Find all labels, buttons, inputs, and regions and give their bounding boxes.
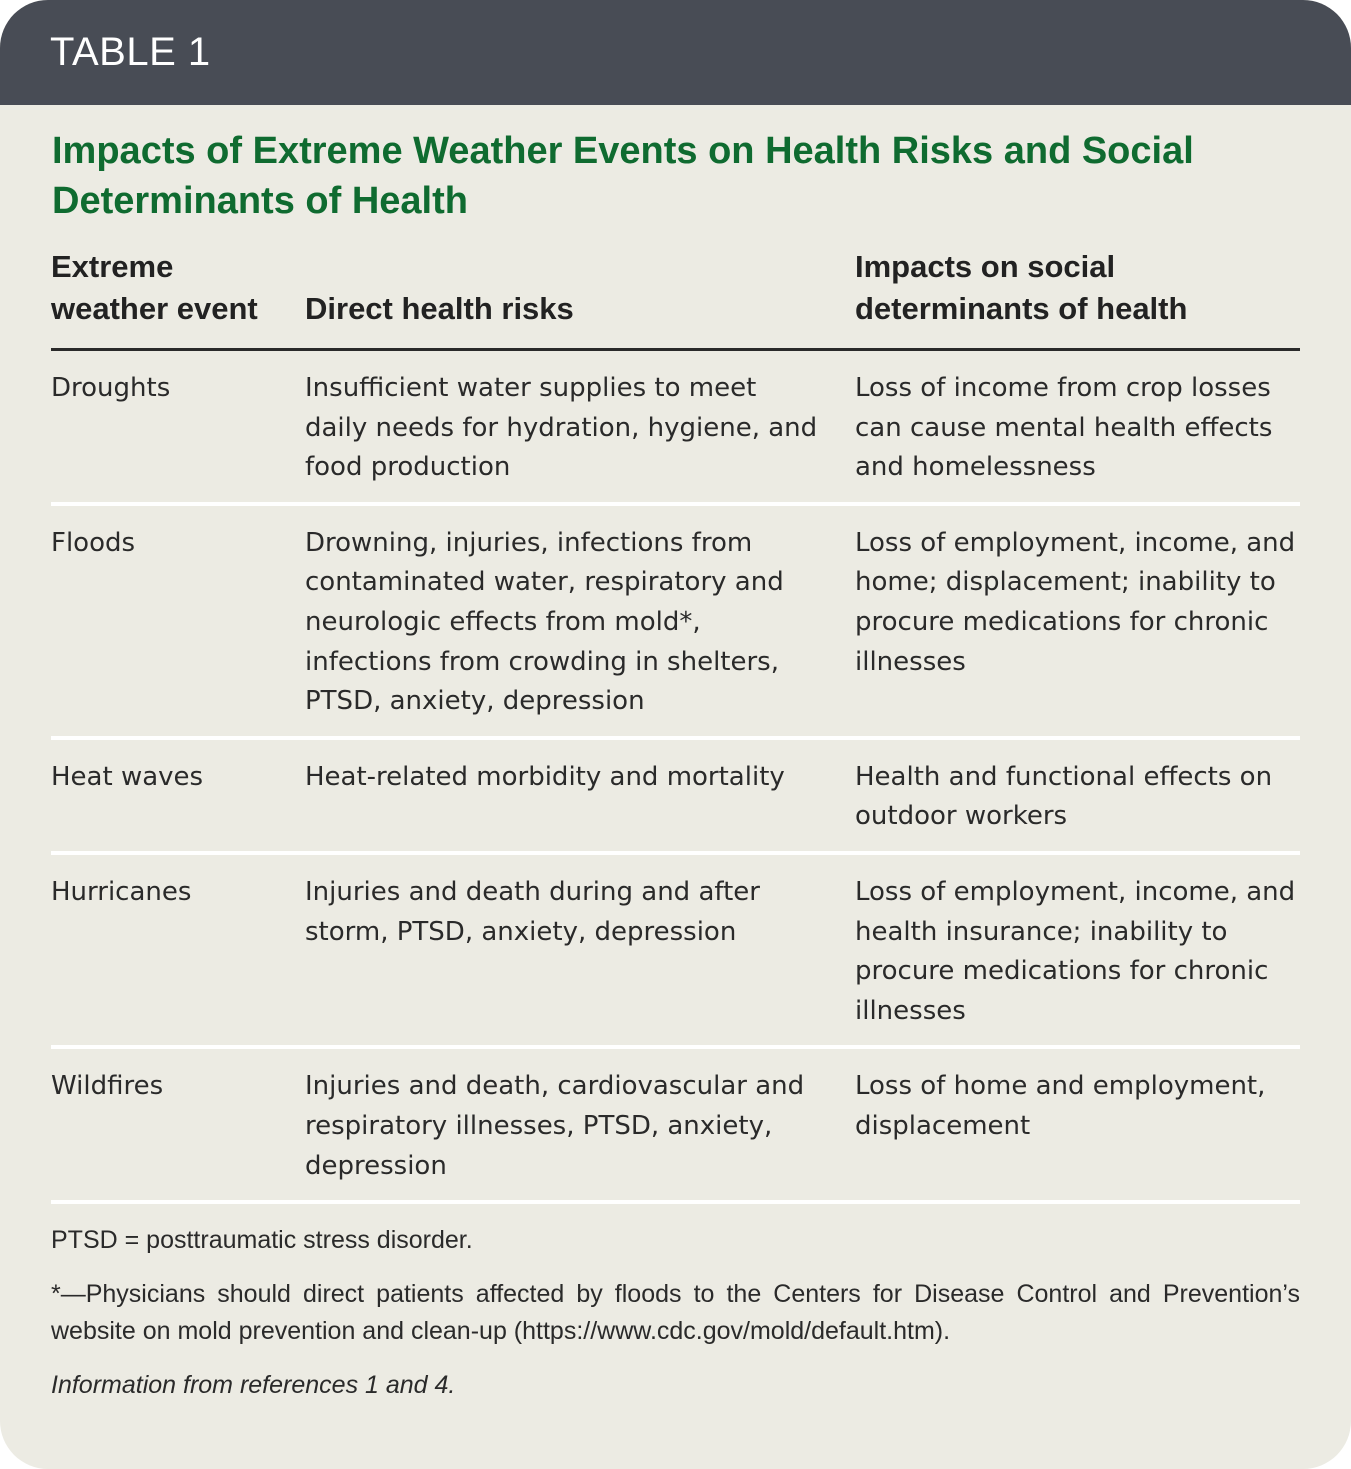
asterisk-footnote: *—Physicians should direct patients affected by floods to the Centers for Disease Control and Prevention’s website on mold prevention and clean-up (https://www.cdc.gov/mold/default.htm). — [51, 1280, 1300, 1346]
table-row — [51, 853, 1300, 1047]
abbreviation-footnote: PTSD = posttraumatic stress disorder. — [51, 1226, 473, 1255]
risks-cell: Insufficient water supplies to meet daily needs for hydration, hygiene, and food production — [305, 350, 855, 504]
table-label: TABLE 1 — [50, 30, 211, 74]
impacts-cell: Loss of employment, income, and health insurance; inability to procure medications for chronic illnesses — [855, 853, 1300, 1047]
table-row — [51, 738, 1300, 853]
table-title: Impacts of Extreme Weather Events on Health Risks and Social Determinants of Health — [52, 130, 1194, 222]
impacts-cell: Loss of income from crop losses can cause mental health effects and homelessness — [855, 350, 1300, 504]
column-header-impacts: Impacts on social determinants of health — [855, 246, 1300, 350]
table-row — [51, 350, 1300, 504]
event-cell: Floods — [51, 504, 305, 738]
impacts-cell: Loss of home and employment, displacement — [855, 1047, 1300, 1202]
impacts-cell: Health and functional effects on outdoor workers — [855, 738, 1300, 853]
source-note: Information from references 1 and 4. — [51, 1371, 456, 1400]
risks-cell: Drowning, injuries, infections from contaminated water, respiratory and neurologic effects from mold*, infections from crowding in shelters, PTSD, anxiety, depression — [305, 504, 855, 738]
table-row — [51, 1047, 1300, 1202]
table-row — [51, 504, 1300, 738]
risks-cell: Injuries and death during and after storm, PTSD, anxiety, depression — [305, 853, 855, 1047]
column-header-risks: Direct health risks — [305, 246, 855, 350]
header-row — [51, 246, 1300, 350]
event-cell: Hurricanes — [51, 853, 305, 1047]
event-cell: Droughts — [51, 350, 305, 504]
column-header-event: Extreme weather event — [51, 246, 305, 350]
risks-cell: Injuries and death, cardiovascular and respiratory illnesses, PTSD, anxiety, depression — [305, 1047, 855, 1202]
table-content — [51, 126, 1300, 1404]
risks-cell: Heat-related morbidity and mortality — [305, 738, 855, 853]
event-cell: Wildfires — [51, 1047, 305, 1202]
impacts-cell: Loss of employment, income, and home; displacement; inability to procure medications for chronic illnesses — [855, 504, 1300, 738]
data-table — [51, 246, 1300, 1204]
table-header-bar — [0, 0, 1351, 105]
event-cell: Heat waves — [51, 738, 305, 853]
